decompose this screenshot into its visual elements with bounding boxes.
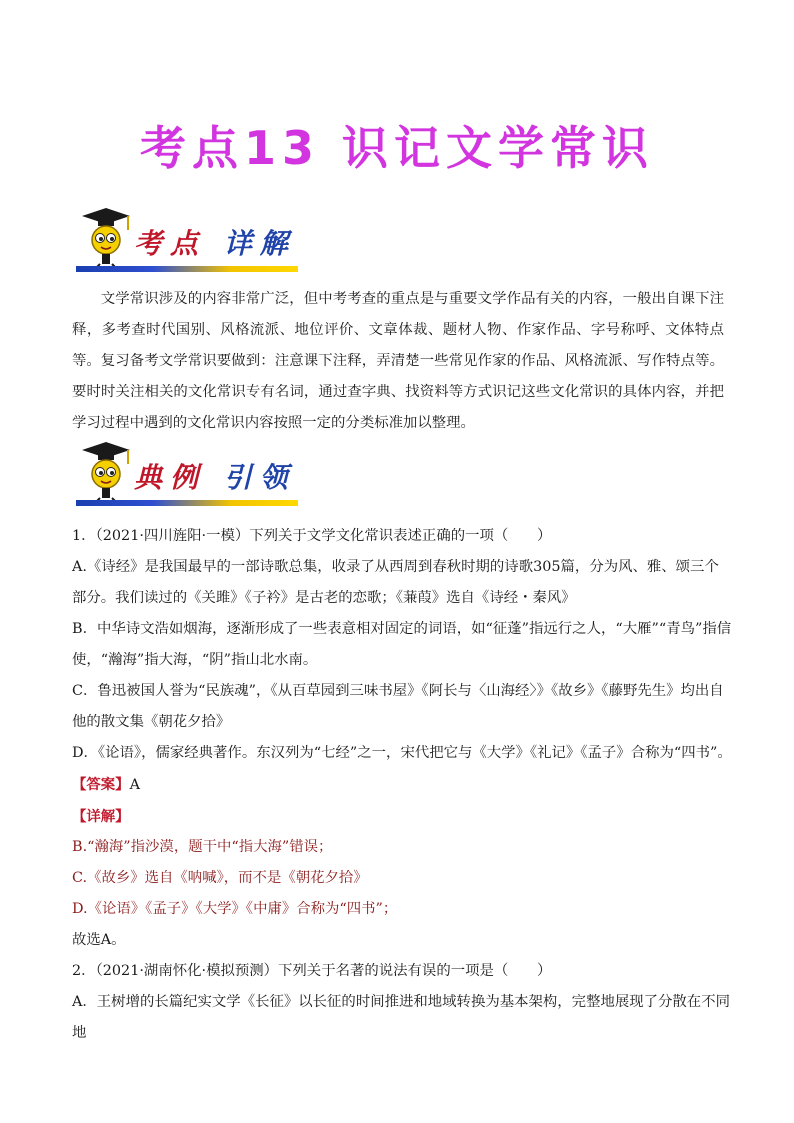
question-stem: 1．（2021·四川旌阳·一模）下列关于文学文化常识表述正确的一项（ ）	[72, 528, 552, 544]
question-1	[72, 521, 732, 1049]
section-rule	[76, 500, 298, 506]
question-2-stem: 2．（2021·湖南怀化·模拟预测）下列关于名著的说法有误的一项是（ ）	[72, 963, 552, 979]
section-label-part1: 典例	[134, 461, 207, 494]
option-c: C．鲁迅被国人誉为“民族魂”，《从百草园到三味书屋》《阿长与〈山海经〉》《故乡》《藤野先生》均出自他的散文集《朝花夕拾》	[72, 683, 724, 730]
section-label-part1: 考点	[134, 227, 207, 260]
intro-paragraph-2: 复习备考文学常识要做到：注意课下注释，弄清楚一些常见作家的作品、风格流派、写作特点等。要时时关注相关的文化常识专有名词，通过查字典、找资料等方式识记这些文化常识的具体内容，并把学习过程中遇到的文化常识内容按照一定的分类标准加以整理。	[72, 353, 724, 431]
section-header-examples	[76, 440, 298, 506]
conclusion: 故选A。	[72, 932, 126, 948]
option-d: D．《论语》，儒家经典著作。东汉列为“七经”之一，宋代把它与《大学》《礼记》《孟子》合称为“四书”。	[72, 745, 732, 761]
intro-paragraph-1: 文学常识涉及的内容非常广泛，但中考考查的重点是与重要文学作品有关的内容，一般出自课下注释，多考查时代国别、风格流派、地位评价、文章体裁、题材人物、作家作品、字号称呼、文体特点等。	[72, 291, 724, 369]
section-label-part2: 引领	[223, 461, 296, 494]
section-label	[134, 456, 296, 496]
detail-explanation	[72, 832, 732, 925]
answer-line	[72, 769, 732, 801]
detail-line: B.“瀚海”指沙漠，题干中“指大海”错误；	[72, 839, 333, 855]
answer-tag: 【答案】	[72, 776, 130, 793]
section-label-part2: 详解	[223, 227, 296, 260]
section-label	[134, 222, 296, 262]
detail-line: D.《论语》《孟子》《大学》《中庸》合称为“四书”；	[72, 901, 398, 917]
section-rule	[76, 266, 298, 272]
detail-line: C.《故乡》选自《呐喊》，而不是《朝花夕拾》	[72, 870, 368, 886]
detail-tag: 【详解】	[72, 808, 130, 825]
option-a: A.《诗经》是我国最早的一部诗歌总集，收录了从西周到春秋时期的诗歌305篇，分为风、雅、颂三个部分。我们读过的《关雎》《子衿》是古老的恋歌；《蒹葭》选自《诗经・秦风》	[72, 559, 719, 606]
option-b: B．中华诗文浩如烟海，逐渐形成了一些表意相对固定的词语，如“征蓬”指远行之人，“大雁”“青鸟”指信使，“瀚海”指大海，“阴”指山北水南。	[72, 621, 732, 668]
scholar-mascot-icon	[76, 440, 132, 506]
scholar-mascot-icon	[76, 206, 132, 272]
page-title: 考点13 识记文学常识	[139, 121, 655, 175]
answer-value: A	[129, 777, 140, 793]
section-header-key-points	[76, 206, 298, 272]
question-2-option-a: A．王树增的长篇纪实文学《长征》以长征的时间推进和地域转换为基本架构，完整地展现了分散在不同地	[72, 994, 730, 1041]
